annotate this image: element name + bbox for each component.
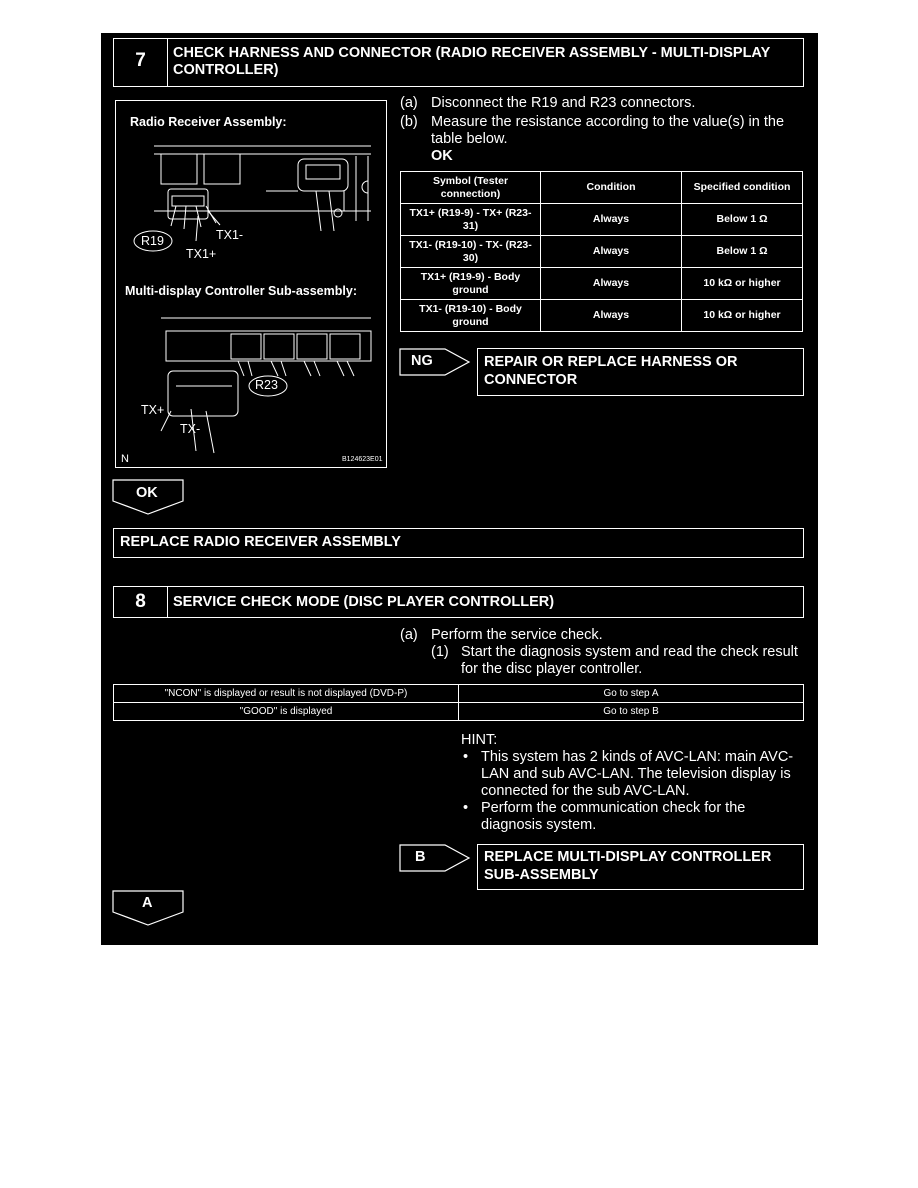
figure-label-radio-receiver: Radio Receiver Assembly: — [130, 115, 287, 129]
table-cell: 10 kΩ or higher — [682, 268, 803, 300]
step7-b-text-2: table below. — [431, 131, 508, 147]
table-header: Specified condition — [682, 172, 803, 204]
figure-code: B124623E01 — [342, 456, 383, 463]
ng-action-line1: REPAIR OR REPLACE HARNESS OR — [484, 354, 738, 370]
b-action-line2: SUB-ASSEMBLY — [484, 867, 599, 883]
hint-item-1-line1: This system has 2 kinds of AVC-LAN: main AVC- — [481, 749, 794, 765]
step8-number: 8 — [135, 591, 146, 612]
table-row — [114, 703, 804, 721]
table-cell: TX1- (R19-10) - Body ground — [401, 300, 541, 332]
document-sheet — [101, 33, 818, 945]
connector-figure — [115, 100, 387, 468]
hint-bullet: • — [463, 800, 469, 816]
table-cell: TX1+ (R19-9) - Body ground — [401, 268, 541, 300]
label-tx1-plus: TX1+ — [186, 247, 217, 261]
replace-radio-receiver-text: REPLACE RADIO RECEIVER ASSEMBLY — [120, 534, 401, 550]
table-row — [401, 236, 803, 268]
table-cell: Always — [541, 236, 682, 268]
step7-title: CHECK HARNESS AND CONNECTOR (RADIO RECEIVER ASSEMBLY - MULTI-DISPLAY CONTROLLER) — [173, 45, 771, 78]
table-header-row — [401, 172, 803, 204]
label-tx1-minus: TX1- — [216, 228, 244, 242]
table-cell: Below 1 Ω — [682, 204, 803, 236]
a-label: A — [142, 895, 153, 911]
ng-arrow — [399, 348, 471, 376]
table-row — [401, 268, 803, 300]
table-row — [401, 204, 803, 236]
label-tx-plus: TX+ — [141, 403, 165, 417]
table-header: Condition — [541, 172, 682, 204]
step7-b-marker: (b) — [400, 114, 418, 130]
table-cell: TX1- (R19-10) - TX- (R23-30) — [401, 236, 541, 268]
ng-action-box — [477, 348, 804, 396]
hint-item-2-line2: diagnosis system. — [481, 817, 597, 833]
table-cell: Always — [541, 204, 682, 236]
table-cell: Always — [541, 300, 682, 332]
step7-a-marker: (a) — [400, 95, 418, 111]
figure-corner-n: N — [121, 453, 129, 465]
ok-label: OK — [136, 485, 158, 501]
step7-number: 7 — [135, 50, 146, 71]
ng-label: NG — [411, 353, 433, 369]
table-row — [114, 685, 804, 703]
table-cell: "GOOD" is displayed — [114, 703, 459, 721]
table-cell: Below 1 Ω — [682, 236, 803, 268]
step8-1-marker: (1) — [431, 644, 449, 660]
label-r23: R23 — [255, 378, 278, 392]
table-header: Symbol (Tester connection) — [401, 172, 541, 204]
label-r19: R19 — [141, 234, 164, 248]
step7-a-text: Disconnect the R19 and R23 connectors. — [431, 95, 696, 111]
ng-action-line2: CONNECTOR — [484, 372, 578, 388]
hint-item-2-line1: Perform the communication check for the — [481, 800, 746, 816]
hint-title: HINT: — [461, 732, 498, 748]
step8-title: SERVICE CHECK MODE (DISC PLAYER CONTROLLER) — [173, 594, 555, 610]
step8-header — [113, 586, 804, 618]
hint-item-1-line3: connected for the sub AVC-LAN. — [481, 783, 690, 799]
step7-b-text-1: Measure the resistance according to the value(s) in the — [431, 114, 785, 130]
step7-header — [113, 38, 804, 87]
table-cell: 10 kΩ or higher — [682, 300, 803, 332]
step8-1-text-2: for the disc player controller. — [461, 661, 643, 677]
label-tx-minus: TX- — [180, 422, 201, 436]
b-action-line1: REPLACE MULTI-DISPLAY CONTROLLER — [484, 849, 772, 865]
step8-a-marker: (a) — [400, 627, 418, 643]
figure-label-multi-display: Multi-display Controller Sub-assembly: — [125, 284, 357, 298]
b-action-box — [477, 844, 804, 890]
table-cell: Always — [541, 268, 682, 300]
step7-ok-text: OK — [431, 148, 453, 164]
hint-bullet: • — [463, 749, 469, 765]
b-label: B — [415, 849, 426, 865]
step8-a-text: Perform the service check. — [431, 627, 603, 643]
hint-item-1-line2: LAN and sub AVC-LAN. The television display is — [481, 766, 791, 782]
table-cell: Go to step A — [459, 685, 804, 703]
step8-1-text-1: Start the diagnosis system and read the check result — [461, 644, 798, 660]
table-cell: Go to step B — [459, 703, 804, 721]
replace-radio-receiver-box — [113, 528, 804, 558]
table-row — [401, 300, 803, 332]
table-cell: "NCON" is displayed or result is not displayed (DVD-P) — [114, 685, 459, 703]
resistance-table — [400, 171, 803, 332]
check-result-table — [113, 684, 804, 721]
table-cell: TX1+ (R19-9) - TX+ (R23-31) — [401, 204, 541, 236]
b-arrow — [399, 844, 471, 872]
